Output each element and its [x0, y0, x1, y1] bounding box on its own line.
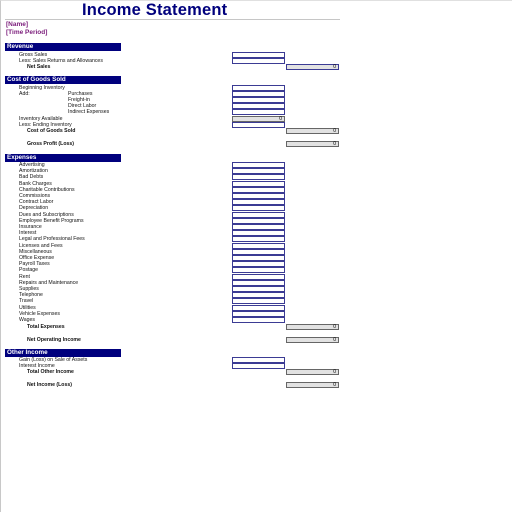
- label-freight-in: Freight-in: [68, 97, 90, 103]
- label-sales-returns: Less: Sales Returns and Allowances: [19, 58, 103, 64]
- label-cost-of-goods-sold: Cost of Goods Sold: [27, 128, 76, 134]
- expense-label: Advertising: [19, 162, 45, 168]
- expense-label: Employee Benefit Programs: [19, 218, 84, 224]
- expense-label: Charitable Contributions: [19, 187, 75, 193]
- title-divider: [5, 19, 340, 20]
- total-net-income: 0: [286, 382, 339, 388]
- input-interest-income[interactable]: [232, 363, 285, 369]
- total-cost-of-goods-sold: 0: [286, 128, 339, 134]
- section-header-other-income: Other Income: [5, 349, 121, 357]
- label-net-operating-income: Net Operating Income: [27, 337, 81, 343]
- label-beginning-inventory: Beginning Inventory: [19, 85, 65, 91]
- label-indirect-expenses: Indirect Expenses: [68, 109, 110, 115]
- label-gain-on-sale: Gain (Loss) on Sale of Assets: [19, 357, 88, 363]
- expense-label: Legal and Professional Fees: [19, 236, 85, 242]
- input-indirect-expenses[interactable]: [232, 109, 285, 115]
- expense-input[interactable]: [232, 317, 285, 323]
- label-total-other-income: Total Other Income: [27, 369, 74, 375]
- name-field[interactable]: [Name]: [6, 21, 29, 28]
- expense-label: Postage: [19, 267, 39, 273]
- page-title: Income Statement: [82, 1, 228, 19]
- label-total-expenses: Total Expenses: [27, 324, 65, 330]
- expense-label: Insurance: [19, 224, 42, 230]
- total-expenses: 0: [286, 324, 339, 330]
- total-other-income: 0: [286, 369, 339, 375]
- label-interest-income: Interest Income: [19, 363, 55, 369]
- expense-label: Wages: [19, 317, 35, 323]
- label-net-income: Net Income (Loss): [27, 382, 72, 388]
- expense-input[interactable]: [232, 174, 285, 180]
- section-header-cogs: Cost of Goods Sold: [5, 76, 121, 84]
- expense-label: Vehicle Expenses: [19, 311, 60, 317]
- expense-input[interactable]: [232, 298, 285, 304]
- expense-label: Interest: [19, 230, 37, 236]
- expense-label: Miscellaneous: [19, 249, 52, 255]
- expense-label: Travel: [19, 298, 34, 304]
- expense-label: Bank Charges: [19, 181, 52, 187]
- time-period-field[interactable]: [Time Period]: [6, 29, 48, 36]
- expense-label: Depreciation: [19, 205, 49, 211]
- expense-label: Commissions: [19, 193, 51, 199]
- expense-label: Office Expense: [19, 255, 55, 261]
- label-gross-sales: Gross Sales: [19, 52, 48, 58]
- value-inventory-available: 0: [232, 116, 285, 122]
- expense-label: Telephone: [19, 292, 43, 298]
- expense-label: Bad Debts: [19, 174, 44, 180]
- label-add: Add:: [19, 91, 30, 97]
- total-net-operating-income: 0: [286, 337, 339, 343]
- input-ending-inventory[interactable]: [232, 122, 285, 128]
- label-inventory-available: Inventory Available: [19, 116, 63, 122]
- input-sales-returns[interactable]: [232, 58, 285, 64]
- expense-label: Amortization: [19, 168, 48, 174]
- expense-label: Dues and Subscriptions: [19, 212, 74, 218]
- expense-label: Payroll Taxes: [19, 261, 50, 267]
- expense-label: Supplies: [19, 286, 39, 292]
- section-header-expenses: Expenses: [5, 154, 121, 162]
- expense-input[interactable]: [232, 205, 285, 211]
- expense-input[interactable]: [232, 236, 285, 242]
- label-net-sales: Net Sales: [27, 64, 51, 70]
- total-gross-profit: 0: [286, 141, 339, 147]
- label-ending-inventory: Less: Ending Inventory: [19, 122, 72, 128]
- expense-label: Rent: [19, 274, 30, 280]
- label-purchases: Purchases: [68, 91, 93, 97]
- expense-label: Contract Labor: [19, 199, 54, 205]
- label-gross-profit: Gross Profit (Loss): [27, 141, 74, 147]
- total-net-sales: 0: [286, 64, 339, 70]
- expense-input[interactable]: [232, 267, 285, 273]
- expense-label: Repairs and Maintenance: [19, 280, 79, 286]
- expense-label: Utilities: [19, 305, 36, 311]
- section-header-revenue: Revenue: [5, 43, 121, 51]
- expense-label: Licenses and Fees: [19, 243, 63, 249]
- label-direct-labor: Direct Labor: [68, 103, 97, 109]
